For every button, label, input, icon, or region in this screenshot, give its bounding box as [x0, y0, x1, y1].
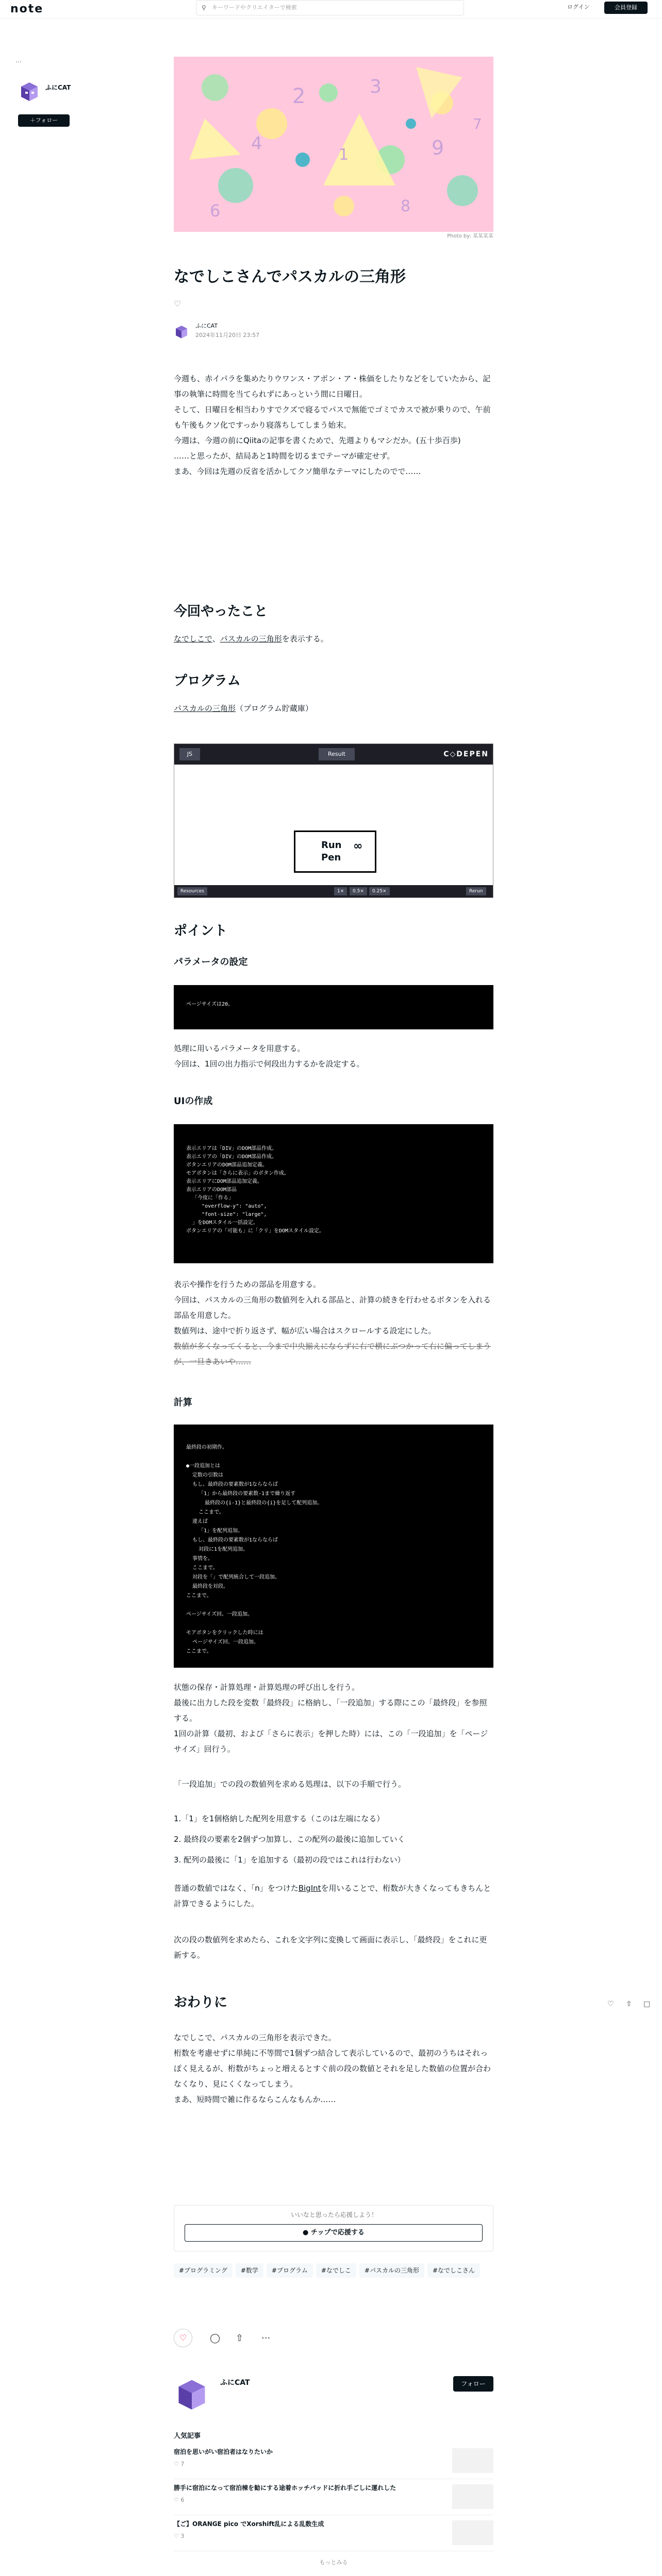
zoom-05x[interactable]: 0.5× [350, 887, 367, 895]
follow-button[interactable]: ＋フォロー [18, 114, 70, 127]
done-paragraph [174, 631, 493, 647]
eyecatch-credit: Photo by: 某某某某 [447, 233, 493, 239]
tag[interactable]: #数学 [236, 2263, 263, 2278]
like-button[interactable]: ♡ [174, 2329, 192, 2347]
author-name[interactable]: ふにCAT [195, 323, 218, 329]
next-paragraph: 次の段の数値列を求めたら、これを文字列に変換して画面に表示し、「最終段」をこれに更新する。 [174, 1935, 487, 1960]
tag-list [174, 2263, 493, 2283]
tag[interactable]: #なでしこ [316, 2263, 356, 2278]
list-item: 2. 最終段の要素を2個ずつ加算し、この配列の最後に追加していく [174, 1835, 405, 1844]
heading-ui: UIの作成 [174, 1096, 213, 1107]
heart-count: 6 [180, 2497, 185, 2503]
rerun-button[interactable]: Rerun [466, 887, 486, 895]
svg-text:6: 6 [210, 201, 221, 221]
popular-hearts: ♡ 7 [174, 2461, 185, 2467]
tip-button[interactable] [185, 2224, 483, 2242]
tag[interactable]: #パスカルの三角形 [359, 2263, 424, 2278]
floating-actions [607, 1997, 659, 2012]
ui-line: 数値が多くなってくると、今まで中央揃えにならずに右で横にぶつかって右に偏ってしまうが、一旦きあいや…… [174, 1342, 491, 1366]
heading-param: パラメータの設定 [174, 957, 248, 968]
popular-item[interactable] [174, 2479, 493, 2515]
bigint-post: を用いることで、桁数が大きくなってもきちんと計算できるようにした。 [174, 1884, 491, 1908]
heading-program: プログラム [174, 673, 241, 689]
ui-paragraph [174, 1277, 493, 1369]
tab-js[interactable]: JS [179, 748, 200, 760]
author-card-avatar[interactable] [174, 2375, 210, 2411]
author-card-name[interactable]: ふにCAT [220, 2379, 250, 2387]
popular-title[interactable]: 宿泊を思いがい宿泊者はなりたいか [174, 2448, 273, 2455]
heading-point: ポイント [174, 923, 228, 939]
codepen-footer [174, 885, 493, 897]
tip-label: チップで応援する [310, 2229, 365, 2236]
program-link[interactable]: パスカルの三角形 [174, 704, 236, 713]
param-line: 今回は、1回の出力指示で何段出力するかを設定する。 [174, 1059, 365, 1069]
pen-label: Pen [321, 852, 341, 863]
step-intro: 「一段追加」での段の数値列を求める処理は、以下の手順で行う。 [174, 1780, 406, 1789]
creator-name[interactable]: ふにCAT [45, 84, 71, 91]
popular-item[interactable] [174, 2515, 493, 2551]
intro-line: ……と思ったが、結局あと1時間を切るまでテーマが確定せず。 [174, 451, 395, 461]
list-item: 3. 配列の最後に「1」を追加する（最初の段ではこれは行わない） [174, 1855, 405, 1865]
svg-text:4: 4 [251, 133, 262, 154]
popular-thumbnail[interactable] [452, 2484, 493, 2509]
svg-text:7: 7 [473, 115, 482, 132]
param-paragraph [174, 1041, 493, 1072]
more-icon[interactable]: ··· [261, 2333, 271, 2344]
site-header [0, 0, 662, 19]
login-link[interactable]: ログイン [567, 4, 590, 10]
bigint-pre: 普通の数値ではなく、「n」をつけた [174, 1884, 299, 1893]
ui-line: 数値列は、途中で折り返さず、幅が広い場合はスクロールする設定にした。 [174, 1326, 436, 1335]
signup-button[interactable]: 会員登録 [604, 2, 648, 14]
support-box [174, 2205, 493, 2251]
param-line: 処理に用いるパラメータを用意する。 [174, 1044, 305, 1053]
popular-title[interactable]: 【ご】ORANGE pico でXorshift乱による乱数生成 [174, 2520, 324, 2528]
popular-title[interactable]: 勝手に宿泊になって宿泊棟を勧にする途着ホッチパッドに折れ手ごしに運れした [174, 2484, 396, 2492]
pascal-link[interactable]: パスカルの三角形 [220, 634, 282, 643]
popular-hearts: ♡ 6 [174, 2497, 185, 2503]
calc-line: 状態の保存・計算処理・計算処理の呼び出しを行う。 [174, 1683, 360, 1692]
heart-count: 7 [180, 2461, 185, 2467]
done-tail: を表示する。 [282, 634, 328, 643]
action-bar [174, 2329, 493, 2349]
step-list [174, 1808, 493, 1870]
resources-button[interactable]: Resources [177, 887, 207, 895]
support-prompt: いいなと思ったら応援しよう！ [290, 2211, 377, 2218]
popular-hearts: ♡ 3 [174, 2533, 185, 2539]
ui-line: 表示や操作を行うための部品を用意する。 [174, 1280, 321, 1289]
zoom-1x[interactable]: 1× [334, 887, 347, 895]
tab-result[interactable]: Result [319, 748, 355, 760]
intro-line: まあ、今回は先週の反省を活かしてクソ簡単なテーマにしたのでで…… [174, 467, 421, 476]
creator-sidebar [15, 57, 119, 124]
popular-thumbnail[interactable] [452, 2520, 493, 2545]
calc-line: 最後に出力した段を変数「最終段」に格納し、「一段追加」する際にこの「最終段」を参照する。 [174, 1698, 487, 1723]
codepen-toolbar [174, 744, 493, 765]
calc-paragraph [174, 1680, 493, 1757]
heading-done: 今回やったこと [174, 604, 268, 619]
share-icon[interactable]: ⇧ [236, 2333, 244, 2344]
bigint-paragraph [174, 1880, 493, 1911]
tip-icon: ● [303, 2229, 311, 2236]
heading-end: おわりに [174, 1995, 228, 2010]
more-popular-link[interactable]: もっとみる [319, 2559, 348, 2566]
intro-line: 今週は、今週の前にQiitaの記事を書くためで、先週よりもマシだか。(五十歩百歩) [174, 436, 461, 445]
heading-calc: 計算 [174, 1397, 192, 1408]
note-logo[interactable]: note [10, 3, 44, 15]
end-line: 桁数を考慮せずに単純に不等間で1個ずつ結合して表示しているので、最初のうちはそれっぽく見えるが、桁数がちょっと増えるとすぐ前の段の数値とそれを足した数値の位置が合わなくなり、見にくくなってしまう。 [174, 2048, 491, 2089]
tag[interactable]: #プログラム [267, 2263, 313, 2278]
code-block-param: ページサイズは20。 [174, 985, 493, 1029]
list-item: 1.「1」を1個格納した配列を用意する（このは左端になる） [174, 1814, 385, 1823]
bookmark-icon[interactable]: □ [643, 2000, 651, 2008]
tag[interactable]: #プログラミング [174, 2263, 233, 2278]
article-title: なでしこさんでパスカルの三角形 [174, 268, 406, 286]
ui-line: 今回は、パスカルの三角形の数値列を入れる部品と、計算の続きを行わせるボタンを入れる部品を用意した。 [174, 1295, 491, 1320]
heart-icon[interactable]: ♡ [607, 2000, 614, 2008]
heart-icon[interactable]: ♡ [174, 299, 181, 309]
end-line: なでしこで、パスカルの三角形を表示できた。 [174, 2033, 336, 2042]
run-label: Run [321, 840, 342, 851]
popular-heading: 人気記事 [174, 2432, 201, 2440]
intro-paragraph [174, 371, 493, 479]
done-sep: 、 [212, 634, 220, 643]
code-block-ui: 表示エリアは「DIV」のDOM部品作成。 表示エリアの「DIV」のDOM部品作成。 ボタンエリアのDOM部品追加定義。 モアボタンは「さらに表示」のボタン作成。 表示エリアにDOM部品追加定義。 表示エリアのDOM部品 「今度に「作る」 "overflow-y": "auto", "font-size": "large", 」をDOMスタイル一括設定。 ボタンエリアの「可能も」に「クリ」をDOMスタイル設定。 [174, 1124, 493, 1263]
comment-icon[interactable]: ◯ [210, 2333, 221, 2344]
publish-date: 2024年11月20日 23:57 [195, 332, 260, 338]
end-paragraph [174, 2030, 493, 2107]
eyecatch-illustration [174, 57, 493, 232]
intro-line: 今週も、赤イパラを集めたりウワンス・アポン・ア・株価をしたりなどをしていたから、記事の執筆に時間を当てられずにあっという間に日曜日。 [174, 374, 491, 399]
tag[interactable]: #なでしこさん [427, 2263, 480, 2278]
svg-text:2: 2 [292, 84, 306, 108]
author-avatar[interactable] [174, 324, 189, 339]
run-pen-button[interactable] [294, 831, 376, 873]
more-icon[interactable]: … [15, 57, 22, 64]
svg-text:9: 9 [432, 137, 444, 159]
bigint-link[interactable]: BigInt [298, 1884, 321, 1893]
codepen-link-icon: ∞ [353, 840, 363, 853]
popular-thumbnail[interactable] [452, 2448, 493, 2473]
program-paragraph [174, 701, 493, 716]
author-card-follow-button[interactable]: フォロー [453, 2376, 493, 2392]
svg-text:1: 1 [339, 146, 349, 164]
search-icon: ⚲ [202, 4, 206, 11]
nadeshiko-link[interactable]: なでしこで [174, 634, 212, 643]
codepen-embed[interactable] [174, 743, 493, 898]
program-tail: （プログラム貯蔵庫） [236, 704, 313, 713]
end-line: まあ、短時間で雑に作るならこんなもんか…… [174, 2095, 336, 2104]
svg-text:3: 3 [370, 76, 382, 97]
search-input[interactable] [196, 0, 464, 15]
creator-avatar[interactable] [18, 79, 41, 102]
zoom-025x[interactable]: 0.25× [369, 887, 390, 895]
calc-line: 1回の計算（最初、および「さらに表示」を押した時）には、この「一段追加」を「ページサイズ」回行う。 [174, 1729, 488, 1754]
codepen-logo[interactable]: C◇DEPEN [443, 750, 489, 758]
code-block-calc: 最終段の初期作。 ●一段追加とは 定数の引数は もし、最終段の要素数が1ならならば 「1」から最終段の要素数-1まで繰り返す 最終段の{i-1}と最終段の{i}を足して配列追加。 ここまで。 違えば 「1」を配列追加。 もし、最終段の要素数が1ならならば 対段に1を配列追加。 事情を。 ここまで。 対段を「」で配列統合して一段追加。 最終段を対段。 ここまで。 ページサイズ回、一段追加。 モアボタンをクリックした時には ページサイズ回、一段追加。 ここまで。 [174, 1425, 493, 1668]
eyecatch-image [174, 57, 493, 232]
search-placeholder: キーワードやクリエイターで検索 [212, 4, 297, 11]
heart-count: 3 [180, 2533, 185, 2539]
intro-line: そして、日曜日を相当わりすでクズで寝るでパスで無能でゴミでカスで被が乗りので、午前も午後もクソ化ですっかり寝落ちしてしまう始末。 [174, 405, 491, 430]
popular-item[interactable] [174, 2443, 493, 2479]
share-icon[interactable]: ⇧ [626, 2000, 632, 2008]
svg-text:8: 8 [401, 197, 411, 215]
